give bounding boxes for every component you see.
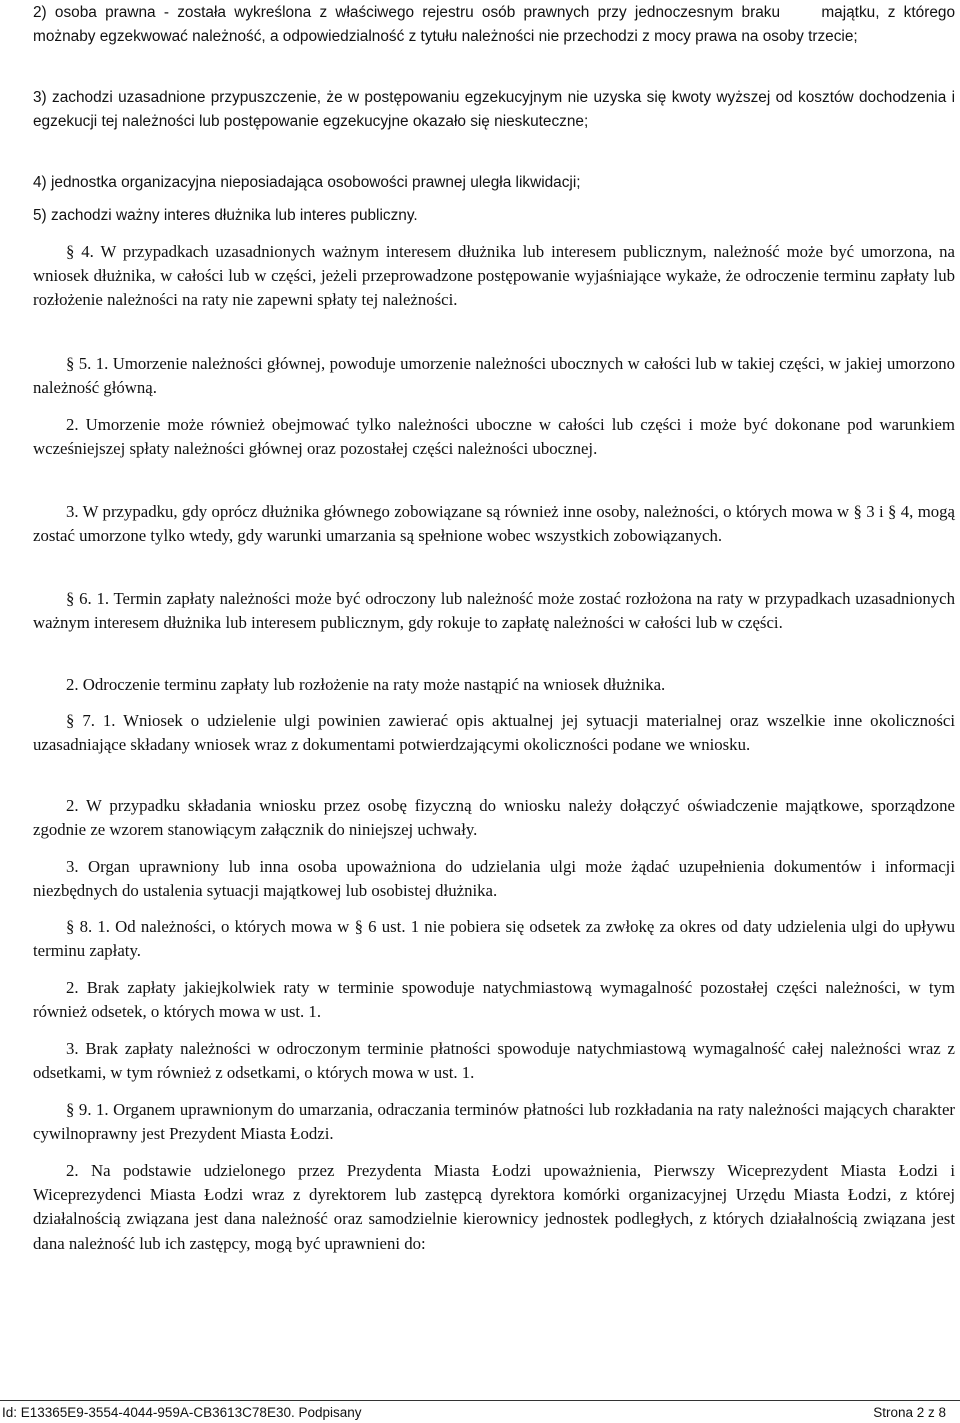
paragraph-8-2: 2. Brak zapłaty jakiejkolwiek raty w terminie spowoduje natychmiastową wymagalność pozostałej części należności, w tym również odsetek, o których mowa w ust. 1. bbox=[33, 978, 955, 1022]
list-item-3-first-line: 3) zachodzi uzasadnione przypuszczenie, że w postępowaniu egzekucyjnym nie uzyska się kwoty bbox=[33, 89, 712, 106]
paragraph-5-2: 2. Umorzenie może również obejmować tylko należności uboczne w całości lub części i może być dokonane pod warunkiem wcześniejszej spłaty należności głównej oraz pozostałej części należności ubocznej. bbox=[33, 415, 955, 459]
paragraph-7-1: § 7. 1. Wniosek o udzielenie ulgi powinien zawierać opis aktualnej jej sytuacji materialnej oraz wszelkie inne okoliczności uzasadniające składany wniosek wraz z dokumentami potwierdzającymi okoliczności podane we wniosku. bbox=[33, 711, 955, 755]
page-number: Strona 2 z 8 bbox=[873, 1405, 946, 1420]
paragraph-6-2: 2. Odroczenie terminu zapłaty lub rozłożenie na raty może nastąpić na wniosek dłużnika. bbox=[66, 675, 666, 694]
paragraph-8-1: § 8. 1. Od należności, o których mowa w § 6 ust. 1 nie pobiera się odsetek za zwłokę za okres od daty udzielenia ulgi do upływu terminu zapłaty. bbox=[33, 917, 955, 961]
paragraph-7-3: 3. Organ uprawniony lub inna osoba upoważniona do udzielania ulgi może żądać uzupełnienia dokumentów i informacji niezbędnych do ustalenia sytuacji majątkowej lub osobistej dłużnika. bbox=[33, 857, 955, 901]
paragraph-9-1: § 9. 1. Organem uprawnionym do umarzania, odraczania terminów płatności lub rozkładania na raty należności mających charakter cywilnoprawny jest Prezydent Miasta Łodzi. bbox=[33, 1100, 955, 1144]
list-item-4: 4) jednostka organizacyjna nieposiadająca osobowości prawnej uległa likwidacji; bbox=[33, 174, 581, 191]
paragraph-9-2: 2. Na podstawie udzielonego przez Prezydenta Miasta Łodzi upoważnienia, Pierwszy Wiceprezydent Miasta Łodzi i Wiceprezydenci Miasta Łodzi wraz z dyrektorem lub zastępcą dyrektora komórki organizacyjnej Urzędu Miasta Łodzi, z której działalnością związana jest dana należność oraz samodzielnie kierownicy jednostek podległych, z których działalnością związana jest dana należność lub ich zastępcy, mogą być uprawnieni do: bbox=[33, 1161, 955, 1253]
page-footer bbox=[0, 1400, 960, 1423]
paragraph-5-3: 3. W przypadku, gdy oprócz dłużnika głównego zobowiązane są również inne osoby, należności, o których mowa w § 3 i § 4, mogą zostać umorzone tylko wtedy, gdy warunki umarzania są spełnione wobec wszystkich zobowiązanych. bbox=[33, 502, 955, 546]
list-item-2-continuation: majątku, z którego możnaby egzekwować należność, a odpowiedzialność z tytułu należności nie przechodzi z mocy prawa na osoby trzecie; bbox=[33, 4, 955, 46]
paragraph-8-3: 3. Brak zapłaty należności w odroczonym terminie płatności spowoduje natychmiastową wymagalność całej należności wraz z odsetkami, w tym również z odsetkami, o których mowa w ust. 1. bbox=[33, 1039, 955, 1083]
paragraph-7-2: 2. W przypadku składania wniosku przez osobę fizyczną do wniosku należy dołączyć oświadczenie majątkowe, sporządzone zgodnie ze wzorem stanowiącym załącznik do niniejszej uchwały. bbox=[33, 796, 955, 840]
list-item-3 bbox=[33, 86, 955, 134]
list-item-5: 5) zachodzi ważny interes dłużnika lub interes publiczny. bbox=[33, 207, 418, 224]
paragraph-6-1: § 6. 1. Termin zapłaty należności może być odroczony lub należność może zostać rozłożona na raty w przypadkach uzasadnionych ważnym interesem dłużnika lub interesem publicznym, gdy rokuje to zapłatę należności w całości lub w części. bbox=[33, 589, 955, 633]
paragraph-4: § 4. W przypadkach uzasadnionych ważnym interesem dłużnika lub interesem publicznym, należność może być umorzona, na wniosek dłużnika, w całości lub w części, jeżeli przeprowadzone postępowanie wyjaśniające wykaże, że odroczenie terminu zapłaty lub rozłożenie należności na raty nie zapewni spłaty tej należności. bbox=[33, 242, 955, 310]
list-item-3-continuation: wyższej od kosztów dochodzenia i egzekucji tej należności lub postępowanie egzekucyjne okazało się nieskuteczne; bbox=[33, 89, 956, 131]
list-item-2 bbox=[33, 1, 955, 49]
paragraph-5-1: § 5. 1. Umorzenie należności głównej, powoduje umorzenie należności ubocznych w całości lub w takiej części, w jakiej umorzono należność główną. bbox=[33, 354, 955, 398]
list-item-2-first-line: 2) osoba prawna - została wykreślona z właściwego rejestru osób prawnych przy jednoczesnym braku bbox=[33, 4, 781, 21]
document-id: Id: E13365E9-3554-4044-959A-CB3613C78E30. Podpisany bbox=[2, 1405, 362, 1420]
